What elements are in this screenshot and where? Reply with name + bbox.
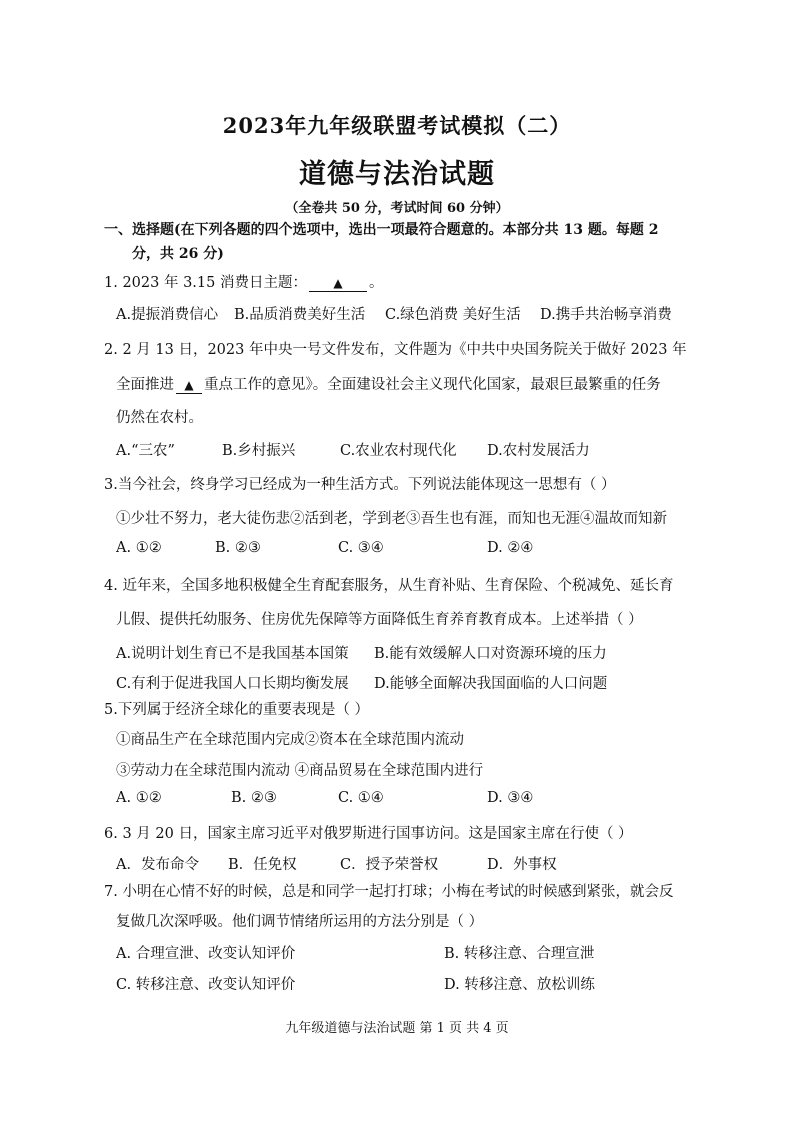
option-b: B．任免权	[228, 857, 297, 873]
option-c: C. ③④	[338, 540, 384, 556]
question-text: 1. 2023 年 3.15 消费日主题：	[104, 275, 307, 291]
option-a: A.“三农”	[116, 443, 175, 459]
answer-blank	[309, 275, 367, 292]
option-a: A.提振消费信心	[116, 307, 219, 323]
triangle-mark: ▲	[184, 378, 194, 392]
option-d: D．外事权	[487, 857, 557, 873]
option-a: A.说明计划生育已不是我国基本国策	[116, 646, 349, 662]
option-d: D. ②④	[487, 540, 534, 556]
option-a: A. 合理宣泄、改变认知评价	[116, 946, 296, 962]
option-d: D. ③④	[487, 790, 534, 806]
option-c: C．授予荣誉权	[340, 857, 439, 873]
option-a: A．发布命令	[116, 857, 199, 873]
question-5-statements: ③劳动力在全球范围内流动 ④商品贸易在全球范围内进行	[116, 763, 484, 779]
option-b: B. 转移注意、合理宣泄	[444, 946, 595, 962]
option-a: A. ①②	[116, 790, 162, 806]
option-b: B. ②③	[215, 540, 261, 556]
option-b: B. ②③	[231, 790, 277, 806]
option-b: B.能有效缓解人口对资源环境的压力	[374, 646, 607, 662]
section-heading	[104, 218, 714, 266]
question-1	[104, 271, 383, 292]
exam-title: 2023年九年级联盟考试模拟（二）	[222, 113, 572, 138]
question-7: 7. 小明在心情不好的时候，总是和同学一起打打球；小梅在考试的时候感到紧张，就会反	[104, 884, 674, 900]
option-b: B.乡村振兴	[222, 443, 296, 459]
option-a: A. ①②	[116, 540, 162, 556]
section-heading-line: 一、选择题(在下列各题的四个选项中，选出一项最符合题意的。本部分共 13 题。每题 2	[104, 222, 659, 238]
option-d: D. 转移注意、放松训练	[444, 977, 595, 993]
answer-blank	[176, 377, 202, 394]
question-3: 3.当今社会，终身学习已经成为一种生活方式。下列说法能体现这一思想有（ ）	[104, 477, 616, 493]
question-text: 。	[368, 275, 384, 291]
option-c: C.农业农村现代化	[340, 443, 457, 459]
option-c: C. ①④	[338, 790, 384, 806]
subject-title: 道德与法治试题	[299, 159, 495, 190]
question-text: 重点工作的意见》。全面建设社会主义现代化国家，最艰巨最繁重的任务	[204, 377, 661, 393]
section-heading-line: 分，共 26 分)	[132, 246, 224, 262]
question-2-line3: 仍然在农村。	[116, 410, 203, 426]
question-7-line2: 复做几次深呼吸。他们调节情绪所运用的方法分别是（ ）	[116, 914, 484, 930]
option-c: C.有利于促进我国人口长期均衡发展	[116, 676, 349, 692]
option-d: D.能够全面解决我国面临的人口问题	[374, 676, 608, 692]
question-3-statements: ①少壮不努力，老大徒伤悲②活到老，学到老③吾生也有涯，而知也无涯④温故而知新	[116, 511, 667, 527]
page-footer: 九年级道德与法治试题 第 1 页 共 4 页	[285, 1021, 509, 1036]
question-5-statements: ①商品生产在全球范围内完成②资本在全球范围内流动	[116, 732, 464, 748]
question-4: 4. 近年来，全国多地积极健全生育配套服务，从生育补贴、生育保险、个税减免、延长育	[104, 578, 674, 594]
question-5: 5.下列属于经济全球化的重要表现是（ ）	[104, 702, 369, 718]
triangle-mark: ▲	[333, 276, 343, 290]
question-text: 全面推进	[116, 377, 174, 393]
exam-info: （全卷共 50 分，考试时间 60 分钟）	[285, 201, 509, 216]
option-b: B.品质消费美好生活	[234, 307, 366, 323]
question-2-line2	[116, 373, 661, 394]
question-6: 6. 3 月 20 日，国家主席习近平对俄罗斯进行国事访问。这是国家主席在行使（ ）	[104, 826, 633, 842]
option-d: D.农村发展活力	[487, 443, 590, 459]
option-c: C.绿色消费 美好生活	[385, 307, 521, 323]
question-2: 2. 2 月 13 日，2023 年中央一号文件发布，文件题为《中共中央国务院关于做好 2023 年	[104, 342, 687, 358]
option-c: C. 转移注意、改变认知评价	[116, 977, 296, 993]
option-d: D.携手共治畅享消费	[540, 307, 672, 323]
question-4-line2: 儿假、提供托幼服务、住房优先保障等方面降低生育养育教育成本。上述举措（ ）	[116, 612, 643, 628]
